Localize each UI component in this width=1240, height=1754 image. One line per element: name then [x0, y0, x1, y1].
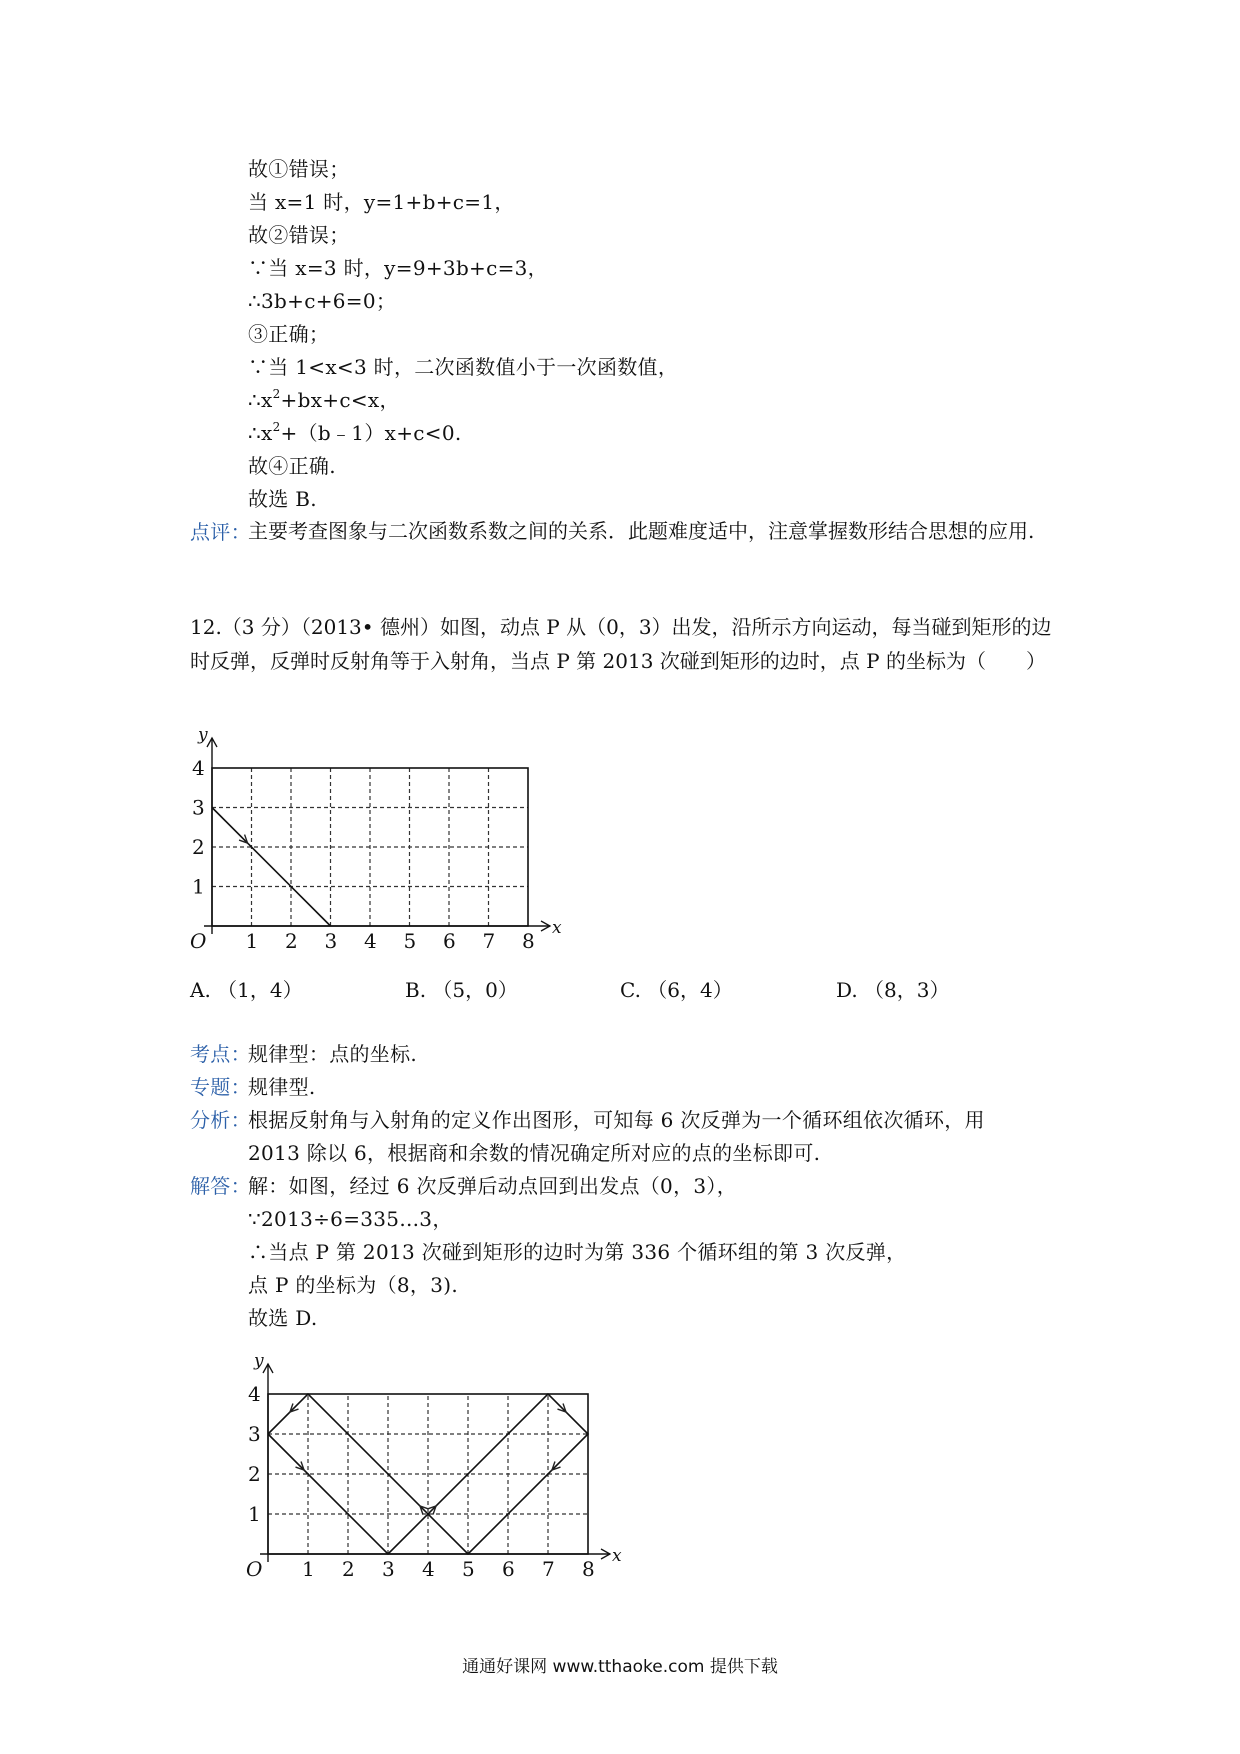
motion-path: [212, 808, 331, 927]
option-d: D. （8，3）: [836, 978, 950, 1002]
y-tick-label: 1: [192, 874, 205, 899]
y-tick-label: 4: [248, 1382, 261, 1406]
jieda-line-1: 解：如图，经过 6 次反弹后动点回到出发点（0，3），: [248, 1174, 737, 1198]
x-axis-label: x: [552, 918, 562, 938]
jieda-line-5: 故选 D.: [248, 1306, 318, 1330]
origin-label: O: [246, 1557, 263, 1581]
q11-line-8: 故④正确.: [248, 454, 336, 478]
kaodian-text: 规律型：点的坐标.: [248, 1042, 418, 1066]
fenxi-label: 分析：: [190, 1108, 251, 1132]
x-axis-label: x: [612, 1546, 622, 1566]
q11-line-1: 故①错误；: [248, 157, 350, 181]
x-tick-label: 1: [245, 929, 259, 953]
y-tick-label: 2: [192, 835, 205, 859]
option-c: C. （6，4）: [620, 978, 733, 1002]
ineq2-sup: 2: [272, 420, 281, 434]
y-axis-label: y: [254, 1351, 264, 1371]
q11-line-4: ∵当 x=3 时，y=9+3b+c=3，: [248, 256, 548, 280]
q11-line-3: 故②错误；: [248, 223, 350, 247]
y-axis-label: y: [198, 725, 208, 745]
figure-1-grid: [190, 725, 562, 953]
q11-line-2: 当 x=1 时，y=1+b+c=1，: [248, 190, 515, 214]
x-tick-label: 1: [302, 1557, 315, 1581]
ineq1-pre: ∴x: [248, 388, 273, 412]
jieda-line-3: ∴当点 P 第 2013 次碰到矩形的边时为第 336 个循环组的第 3 次反弹，: [248, 1240, 907, 1264]
ineq1-post: +bx+c<x，: [280, 388, 400, 412]
fenxi-text-1: 根据反射角与入射角的定义作出图形，可知每 6 次反弹为一个循环组依次循环，用: [248, 1108, 985, 1132]
q11-line-6: ③正确；: [248, 322, 330, 346]
figure-2-grid: [246, 1351, 622, 1581]
zhuanti-label: 专题：: [190, 1075, 251, 1099]
x-tick-label: 3: [382, 1557, 395, 1581]
figure-1: [182, 712, 602, 982]
jieda-label: 解答：: [190, 1174, 251, 1198]
x-tick-label: 2: [342, 1557, 355, 1581]
y-tick-label: 1: [248, 1502, 261, 1526]
y-tick-label: 2: [248, 1462, 261, 1486]
x-tick-label: 4: [364, 929, 377, 953]
x-tick-label: 8: [582, 1557, 595, 1581]
q11-line-5: ∴3b+c+6=0；: [248, 289, 397, 313]
q11-inequality-2: [248, 421, 462, 445]
x-tick-label: 6: [443, 929, 456, 953]
y-tick-label: 3: [192, 795, 205, 820]
x-tick-label: 5: [403, 929, 417, 953]
y-tick-label: 4: [192, 756, 205, 780]
fenxi-text-2: 2013 除以 6，根据商和余数的情况确定所对应的点的坐标即可.: [248, 1141, 821, 1165]
jieda-line-4: 点 P 的坐标为（8，3).: [248, 1273, 458, 1297]
jieda-line-2: ∵2013÷6=335...3，: [248, 1207, 453, 1231]
comment-text: 主要考查图象与二次函数系数之间的关系．此题难度适中，注意掌握数形结合思想的应用.: [248, 519, 1035, 543]
y-tick-label: 3: [248, 1422, 261, 1446]
x-tick-label: 8: [522, 929, 535, 953]
x-tick-label: 4: [422, 1557, 435, 1581]
q11-inequality-1: [248, 388, 400, 412]
x-tick-label: 7: [482, 929, 496, 953]
q12-question: 12.（3 分）（2013• 德州）如图，动点 P 从（0，3）出发，沿所示方向运动，每当碰到矩形的边时反弹，反弹时反射角等于入射角，当点 P 第 2013 次碰到矩形的边时，点 P 的坐标为（ ）: [190, 615, 1052, 673]
q11-line-9: 故选 B.: [248, 487, 317, 511]
figure-2: [238, 1336, 678, 1606]
q11-line-7: ∵当 1<x<3 时，二次函数值小于一次函数值，: [248, 355, 679, 379]
footer-text: 通通好课网 www.tthaoke.com 提供下载: [462, 1657, 778, 1677]
ineq2-pre: ∴x: [248, 421, 273, 445]
kaodian-label: 考点：: [190, 1042, 251, 1066]
option-b: B. （5，0）: [405, 978, 518, 1002]
ineq2-post: +（b﹣1）x+c<0.: [280, 421, 462, 445]
x-tick-label: 7: [542, 1557, 555, 1581]
x-tick-label: 3: [324, 929, 338, 953]
ineq1-sup: 2: [272, 387, 281, 401]
zhuanti-text: 规律型.: [248, 1075, 316, 1099]
option-a: A. （1，4）: [190, 978, 303, 1002]
origin-label: O: [190, 929, 207, 953]
x-tick-label: 2: [285, 929, 298, 953]
x-tick-label: 6: [502, 1557, 515, 1581]
x-tick-label: 5: [462, 1557, 475, 1581]
comment-label: 点评：: [190, 520, 251, 544]
